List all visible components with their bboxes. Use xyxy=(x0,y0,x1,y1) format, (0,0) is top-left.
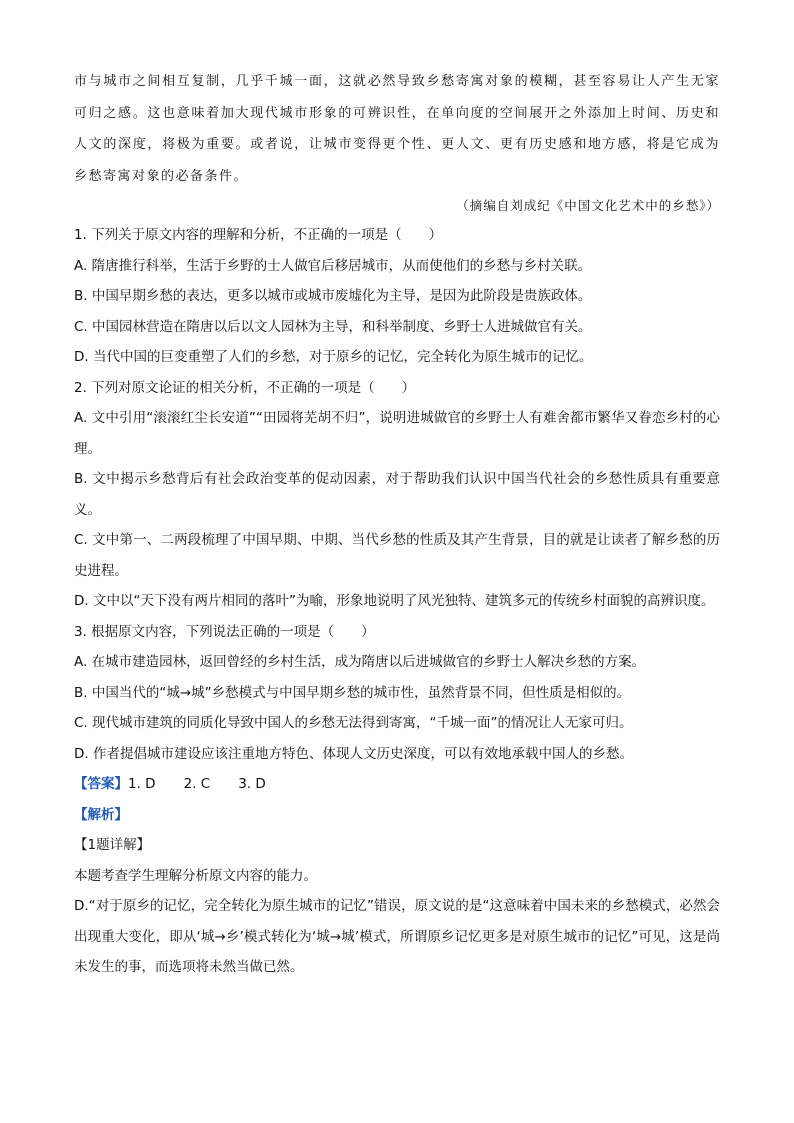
option-a: A. 在城市建造园林，返回曾经的乡村生活，成为隋唐以后进城做官的乡野士人解决乡愁的方案。 xyxy=(74,654,646,670)
answer-value: 1. D xyxy=(128,776,156,792)
option-a: A. 隋唐推行科举，生活于乡野的士人做官后移居城市，从而使他们的乡愁与乡村关联。 xyxy=(74,257,592,274)
option-b: B. 中国当代的“城→城”乡愁模式与中国早期乡愁的城市性，虽然背景不同，但性质是相似的。 xyxy=(74,684,631,701)
question-stem: 3. 根据原文内容，下列说法正确的一项是（ ） xyxy=(74,623,375,640)
analysis-line: 本题考查学生理解分析原文内容的能力。 xyxy=(74,867,317,884)
analysis-label: 【解析】 xyxy=(74,806,128,823)
passage-text: 市与城市之间相互复制，几乎千城一面，这就必然导致乡愁寄寓对象的模糊，甚至容易让人产生无家可归之感。这也意味着加大现代城市形象的可辨识性，在单向度的空间展开之外添加上时间、历史和人文的深度，将极为重要。或者说，让城市变得更个性、更人文、更有历史感和地方感，将是它成为乡愁寄寓对象的必备条件。 xyxy=(74,74,720,184)
option-b: B. 文中揭示乡愁背后有社会政治变革的促动因素，对于帮助我们认识中国当代社会的乡愁性质具有重要意义。 xyxy=(74,471,720,518)
question-stem: 1. 下列关于原文内容的理解和分析，不正确的一项是（ ） xyxy=(74,227,443,243)
question-stem: 2. 下列对原文论证的相关分析，不正确的一项是（ ） xyxy=(74,379,416,396)
option-d: D. 当代中国的巨变重塑了人们的乡愁，对于原乡的记忆，完全转化为原生城市的记忆。 xyxy=(74,349,593,365)
passage xyxy=(74,66,720,192)
answer-values xyxy=(128,776,294,792)
option-c: C. 现代城市建筑的同质化导致中国人的乡愁无法得到寄寓，“千城一面”的情况让人无家可归。 xyxy=(74,715,633,731)
option-c: C. 中国园林营造在隋唐以后以文人园林为主导，和科举制度、乡野士人进城做官有关。 xyxy=(74,318,592,335)
option-b: B. 中国早期乡愁的表达，更多以城市或城市废墟化为主导，是因为此阶段是贵族政体。 xyxy=(74,288,592,304)
question-3 xyxy=(74,617,720,770)
analysis-line: D.“对于原乡的记忆，完全转化为原生城市的记忆”错误，原文说的是“这意味着中国未来的乡愁模式，必然会出现重大变化，即从‘城→乡’模式转化为‘城→城’模式，所谓原乡记忆更多是对原生城市的记忆”可见，这是尚未发生的事，而选项将未然当做已然。 xyxy=(74,898,720,975)
question-1 xyxy=(74,220,720,373)
option-a: A. 文中引用“滚滚红尘长安道”“田园将芜胡不归”，说明进城做官的乡野士人有难舍都市繁华又眷恋乡村的心理。 xyxy=(74,410,720,457)
question-2 xyxy=(74,373,720,617)
answer-value: 3. D xyxy=(238,776,266,792)
option-d: D. 文中以“天下没有两片相同的落叶”为喻，形象地说明了风光独特、建筑多元的传统乡村面貌的高辨识度。 xyxy=(74,593,715,609)
passage-source: （摘编自刘成纪《中国文化艺术中的乡愁》） xyxy=(456,198,720,213)
option-c: C. 文中第一、二两段梳理了中国早期、中期、当代乡愁的性质及其产生背景，目的就是让读者了解乡愁的历史进程。 xyxy=(74,532,720,579)
answer-line xyxy=(74,769,720,800)
option-d: D. 作者提倡城市建设应该注重地方特色、体现人文历史深度，可以有效地承载中国人的乡愁。 xyxy=(74,745,633,762)
page-content xyxy=(74,66,720,983)
analysis-subheading: 【1题详解】 xyxy=(74,837,151,853)
answer-value: 2. C xyxy=(183,776,211,792)
analysis-heading xyxy=(74,800,720,831)
answer-label: 【答案】 xyxy=(74,776,128,792)
